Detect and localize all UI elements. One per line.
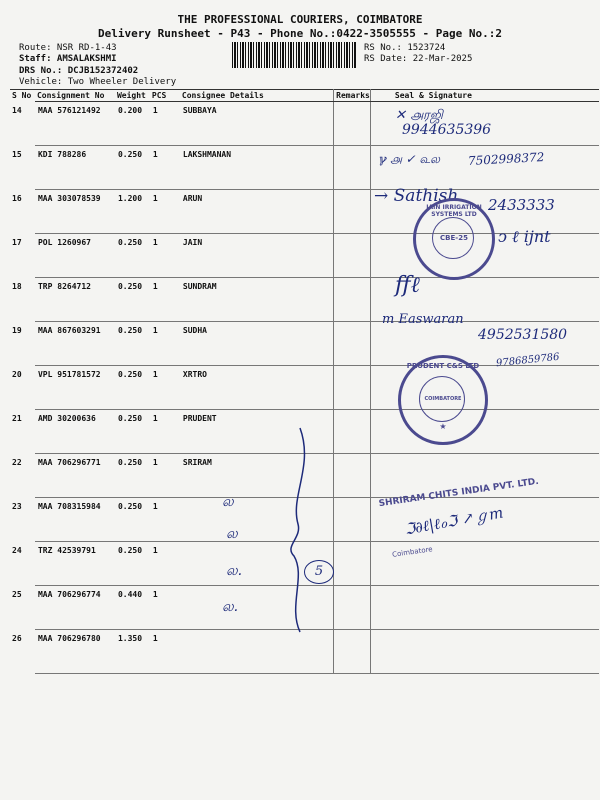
row-sno: 22 xyxy=(12,457,22,467)
row-weight: 0.200 xyxy=(115,102,150,146)
row-sno: 25 xyxy=(12,589,22,599)
row-remarks xyxy=(334,410,371,454)
rs-number: RS No.: 1523724 xyxy=(364,43,446,53)
row-consignment: MAA 303078539 xyxy=(35,190,115,234)
row-consignment: KDI 788286 xyxy=(35,146,115,190)
row-consignee: LAKSHMANAN xyxy=(180,146,334,190)
row-consignee xyxy=(180,630,334,674)
table-header-row xyxy=(10,90,599,102)
row-consignment: MAA 706296774 xyxy=(35,586,115,630)
row-consignment: MAA 867603291 xyxy=(35,322,115,366)
row-consignee: SUNDRAM xyxy=(180,278,334,322)
signature-15-number: 7502998372 xyxy=(467,150,545,168)
mark-26: ல. xyxy=(222,599,239,615)
row-consignment: VPL 951781572 xyxy=(35,366,115,410)
shriram-stamp: SHRIRAM CHITS INDIA PVT. LTD. xyxy=(378,476,540,510)
rs-date: RS Date: 22-Mar-2025 xyxy=(364,54,473,64)
bracket-mark xyxy=(270,426,330,634)
vehicle-label: Vehicle: Two Wheeler Delivery xyxy=(19,77,177,87)
row-remarks xyxy=(334,278,371,322)
row-sno: 23 xyxy=(12,501,22,511)
table-row xyxy=(10,278,599,322)
row-pcs: 1 xyxy=(150,278,180,322)
jain-stamp xyxy=(413,198,495,280)
row-consignee: ARUN xyxy=(180,190,334,234)
row-pcs: 1 xyxy=(150,190,180,234)
row-pcs: 1 xyxy=(150,366,180,410)
row-seal xyxy=(370,586,599,630)
row-pcs: 1 xyxy=(150,586,180,630)
mark-23: ல xyxy=(222,494,234,510)
shriram-signature: ℑ∂ℓ|ℓℴℑ ↗ℊm xyxy=(403,503,505,539)
runsheet-title: Delivery Runsheet - P43 - Phone No.:0422-3505555 - Page No.:2 xyxy=(98,27,502,40)
row-consignment: MAA 708315984 xyxy=(35,498,115,542)
row-consignment: MAA 706296780 xyxy=(35,630,115,674)
row-consignment: MAA 576121492 xyxy=(35,102,115,146)
row-weight: 0.250 xyxy=(115,322,150,366)
row-weight: 0.250 xyxy=(115,454,150,498)
row-pcs: 1 xyxy=(150,234,180,278)
row-weight: 0.250 xyxy=(115,410,150,454)
row-pcs: 1 xyxy=(150,498,180,542)
col-remarks: Remarks xyxy=(334,90,371,102)
company-title: THE PROFESSIONAL COURIERS, COIMBATORE xyxy=(177,13,423,26)
signature-17: ↄ ℓ ijnt xyxy=(498,227,551,246)
table-row xyxy=(10,630,599,674)
jain-stamp-center: CBE-25 xyxy=(440,234,468,242)
drs-label: DRS No.: DCJB152372402 xyxy=(19,66,139,76)
col-sno: S No xyxy=(10,90,35,102)
row-remarks xyxy=(334,586,371,630)
row-weight: 0.250 xyxy=(115,366,150,410)
table-row xyxy=(10,102,599,146)
row-remarks xyxy=(334,630,371,674)
row-pcs: 1 xyxy=(150,542,180,586)
signature-14-number: 9944635396 xyxy=(402,122,492,138)
row-weight: 0.250 xyxy=(115,146,150,190)
row-sno: 16 xyxy=(12,193,22,203)
col-consignee: Consignee Details xyxy=(180,90,334,102)
jain-stamp-text: JAIN IRRIGATION SYSTEMS LTD xyxy=(426,204,482,218)
row-consignment: TRP 8264712 xyxy=(35,278,115,322)
signature-15: ℽ ௮ ✓ ௳ல xyxy=(378,152,440,166)
row-remarks xyxy=(334,542,371,586)
row-weight: 1.350 xyxy=(115,630,150,674)
row-pcs: 1 xyxy=(150,630,180,674)
row-sno: 14 xyxy=(12,105,22,115)
row-consignment: TRZ 42539791 xyxy=(35,542,115,586)
row-consignment: MAA 706296771 xyxy=(35,454,115,498)
row-remarks xyxy=(334,498,371,542)
row-weight: 0.250 xyxy=(115,278,150,322)
row-remarks xyxy=(334,322,371,366)
row-consignee: SRIRAM xyxy=(180,454,334,498)
row-pcs: 1 xyxy=(150,410,180,454)
signature-20-number: 9786859786 xyxy=(495,351,561,370)
row-weight: 1.200 xyxy=(115,190,150,234)
signature-18: ﬀℓ xyxy=(395,273,420,298)
barcode xyxy=(232,42,356,68)
route-label: Route: NSR RD-1-43 xyxy=(19,43,117,53)
row-sno: 19 xyxy=(12,325,22,335)
signature-19-number: 4952531580 xyxy=(478,327,568,343)
row-pcs: 1 xyxy=(150,102,180,146)
row-remarks xyxy=(334,190,371,234)
row-consignee: SUDHA xyxy=(180,322,334,366)
col-pcs: PCS xyxy=(150,90,180,102)
prudent-stamp xyxy=(398,355,488,445)
prudent-stamp-center: COIMBATORE xyxy=(424,396,462,402)
row-sno: 17 xyxy=(12,237,22,247)
shriram-stamp-sub: Coimbatore xyxy=(391,545,434,559)
row-sno: 26 xyxy=(12,633,22,643)
row-pcs: 1 xyxy=(150,146,180,190)
row-remarks xyxy=(334,454,371,498)
signature-16-number: 2433333 xyxy=(488,196,555,214)
row-consignment: AMD 30200636 xyxy=(35,410,115,454)
group-circle-mark: 5 xyxy=(304,560,334,584)
row-weight: 0.250 xyxy=(115,542,150,586)
row-remarks xyxy=(334,146,371,190)
mark-25: ல. xyxy=(226,563,243,579)
row-consignee: JAIN xyxy=(180,234,334,278)
row-sno: 15 xyxy=(12,149,22,159)
row-weight: 0.250 xyxy=(115,498,150,542)
row-pcs: 1 xyxy=(150,454,180,498)
row-consignee: PRUDENT xyxy=(180,410,334,454)
row-weight: 0.250 xyxy=(115,234,150,278)
col-weight: Weight xyxy=(115,90,150,102)
row-consignee: SUBBAYA xyxy=(180,102,334,146)
row-sno: 20 xyxy=(12,369,22,379)
col-consignment: Consignment No xyxy=(35,90,115,102)
row-sno: 18 xyxy=(12,281,22,291)
staff-label: Staff: AMSALAKSHMI xyxy=(19,54,117,64)
signature-16-name-text: Sathish xyxy=(393,186,459,206)
row-sno: 24 xyxy=(12,545,22,555)
table-row xyxy=(10,366,599,410)
row-pcs: 1 xyxy=(150,322,180,366)
col-seal: Seal & Signature xyxy=(370,90,599,102)
signature-16-name: → Sathish xyxy=(374,186,459,206)
row-consignee: XRTRO xyxy=(180,366,334,410)
row-consignment: POL 1260967 xyxy=(35,234,115,278)
row-seal xyxy=(370,630,599,674)
mark-24: ல xyxy=(226,526,238,542)
row-sno: 21 xyxy=(12,413,22,423)
row-remarks xyxy=(334,102,371,146)
signature-14: ✕ ௮ரஜி xyxy=(395,108,443,123)
row-weight: 0.440 xyxy=(115,586,150,630)
star-icon: ★ xyxy=(439,422,447,431)
signature-19-name: m Easwaran xyxy=(382,312,464,327)
prudent-stamp-text: PRUDENT C&S LTD xyxy=(406,362,480,370)
row-remarks xyxy=(334,234,371,278)
row-remarks xyxy=(334,366,371,410)
